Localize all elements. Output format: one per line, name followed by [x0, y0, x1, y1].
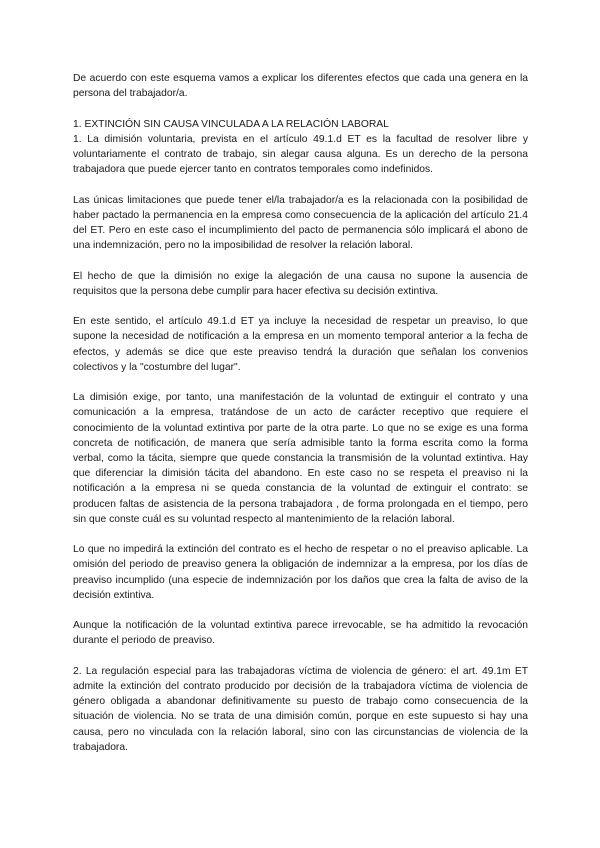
paragraph-requirements: El hecho de que la dimisión no exige la alegación de una causa no supone la ausencia de requisitos que la persona debe cumplir para hacer efectiva su decisión extintiva. — [73, 270, 528, 297]
section-heading: 1. EXTINCIÓN SIN CAUSA VINCULADA A LA RELACIÓN LABORAL — [73, 118, 389, 130]
paragraph-notice-omission: Lo que no impedirá la extinción del contrato es el hecho de respetar o no el preaviso aplicable. La omisión del periodo de preaviso genera la obligación de indemnizar a la empresa, por los días de preaviso incumplido (una especie de indemnización por los daños que crea la falta de aviso de la decisión extintiva. — [73, 544, 528, 601]
paragraph-voluntary-resignation: 1. La dimisión voluntaria, prevista en el artículo 49.1.d ET es la facultad de resolver libre y voluntariamente el contrato de trabajo, sin alegar causa alguna. Es un derecho de la persona trabajadora que puede ejercer tanto en contratos temporales como indefinidos. — [73, 133, 528, 176]
paragraph-manifestation: La dimisión exige, por tanto, una manifestación de la voluntad de extinguir el contrato y una comunicación a la empresa, tratándose de un acto de carácter receptivo que requiere el conocimiento de la voluntad extintiva por parte de la otra parte. Lo que no se exige es una forma concreta de notificación, de manera que sería admisible tanto la forma escrita como la forma verbal, como la tácita, siempre que quede constancia la transmisión de la voluntad extintiva. Hay que diferenciar la dimisión tácita del abandono. En este caso no se respeta el preaviso ni la notificación a la empresa ni se queda constancia de la voluntad de extinguir el contrato: se producen faltas de asistencia de la persona trabajadora , de forma prolongada en el tiempo, pero sin que conste cuál es su voluntad respecto al mantenimiento de la relación laboral. — [73, 392, 528, 525]
paragraph-notice-period: En este sentido, el artículo 49.1.d ET ya incluye la necesidad de respetar un preaviso, lo que supone la necesidad de notificación a la empresa en un momento temporal anterior a la fecha de efectos, y además se dice que este preaviso tendrá la duración que señalan los convenios colectivos y la "costumbre del lugar". — [73, 316, 528, 373]
paragraph-limitations: Las únicas limitaciones que puede tener el/la trabajador/a es la relacionada con la posibilidad de haber pactado la permanencia en la empresa como consecuencia de la aplicación del artículo 21.4 del ET. Pero en este caso el incumplimiento del pacto de permanencia sólo implicará el abono de una indemnización, pero no la imposibilidad de resolver la relación laboral. — [73, 194, 528, 252]
intro-paragraph: De acuerdo con este esquema vamos a explicar los diferentes efectos que cada una genera en la persona del trabajador/a. — [73, 73, 528, 100]
paragraph-revocation: Aunque la notificación de la voluntad extintiva parece irrevocable, se ha admitido la revocación durante el periodo de preaviso. — [73, 620, 528, 647]
document-page — [73, 71, 528, 755]
paragraph-gender-violence: 2. La regulación especial para las trabajadoras víctima de violencia de género: el art. 49.1m ET admite la extinción del contrato producido por decisión de la trabajadora víctima de violencia de género obligada a abandonar definitivamente su puesto de trabajo como consecuencia de la situación de violencia. No se trata de una dimisión común, porque en este supuesto si hay una causa, pero no vinculada con la relación laboral, sino con las circunstancias de violencia de la trabajadora. — [73, 665, 528, 753]
